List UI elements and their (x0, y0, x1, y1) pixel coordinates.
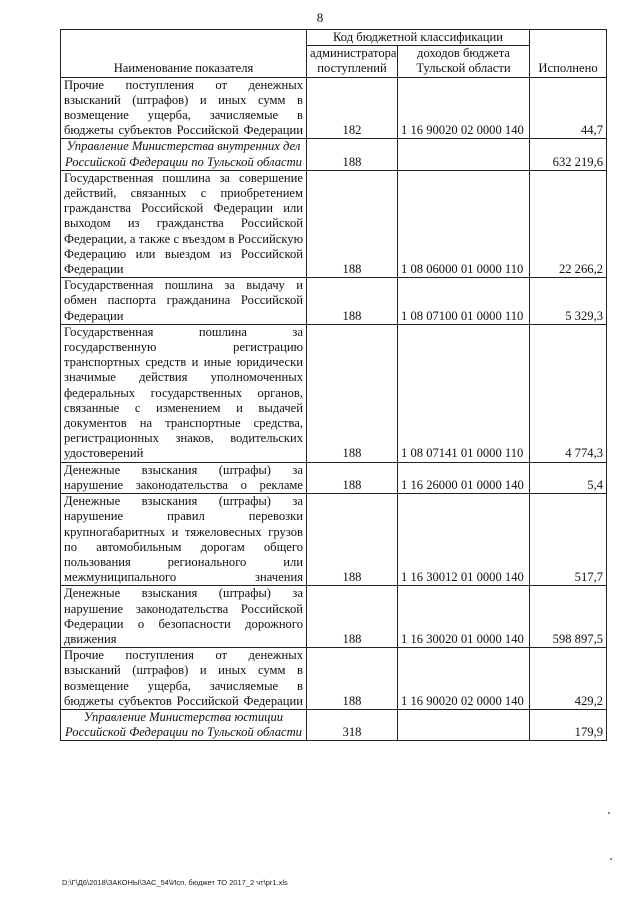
department-name: Управление Министерства юстиции Российской Федерации по Тульской области (61, 709, 307, 740)
scan-speck (608, 812, 610, 814)
indicator-name: Государственная пошлина за государственную регистрацию транспортных средств и иные юридически значимые действия уполномоченных федеральных государственных органов, связанные с изменением и выдачей документов на транспортные средства, регистрационных знаков, водительских удостоверений (61, 324, 307, 462)
executed-amount: 4 774,3 (530, 324, 607, 462)
admin-code: 188 (307, 278, 398, 325)
table-row (61, 648, 607, 710)
executed-amount: 179,9 (530, 709, 607, 740)
admin-code: 188 (307, 139, 398, 170)
indicator-name: Прочие поступления от денежных взысканий (штрафов) и иных сумм в возмещение ущерба, зачисляемые в бюджеты субъектов Российской Федерации (61, 77, 307, 139)
indicator-name: Денежные взыскания (штрафы) за нарушение законодательства Российской Федерации о безопасности дорожного движения (61, 586, 307, 648)
revenue-code: 1 16 90020 02 0000 140 (398, 648, 530, 710)
header-executed: Исполнено (530, 30, 607, 78)
revenue-code: 1 16 30012 01 0000 140 (398, 494, 530, 586)
table-row (61, 77, 607, 139)
table-row (61, 170, 607, 277)
indicator-name: Государственная пошлина за совершение действий, связанных с приобретением гражданства Российской Федерации или выходом из гражданства Российской Федерации, а также с въездом в Российскую Федерацию или выездом из Российской Федерации (61, 170, 307, 277)
revenue-code: 1 16 90020 02 0000 140 (398, 77, 530, 139)
admin-code: 182 (307, 77, 398, 139)
file-path-footer: D:\Г\Д6\2018\ЗАКОНЫ\ЗАС_54\Исп. бюджет ТО 2017_2 чт\pr1.xls (62, 878, 288, 887)
admin-code: 188 (307, 170, 398, 277)
admin-code: 188 (307, 586, 398, 648)
table-body (61, 77, 607, 741)
budget-table (60, 29, 607, 741)
header-code-group: Код бюджетной классификации (307, 30, 530, 46)
header-revenue: доходов бюджета Тульской области (398, 46, 530, 77)
revenue-code: 1 16 26000 01 0000 140 (398, 462, 530, 493)
table-row (61, 324, 607, 462)
executed-amount: 5 329,3 (530, 278, 607, 325)
executed-amount: 598 897,5 (530, 586, 607, 648)
revenue-code: 1 08 06000 01 0000 110 (398, 170, 530, 277)
admin-code: 188 (307, 324, 398, 462)
department-name: Управление Министерства внутренних дел Российской Федерации по Тульской области (61, 139, 307, 170)
admin-code: 188 (307, 648, 398, 710)
executed-amount: 5,4 (530, 462, 607, 493)
indicator-name: Прочие поступления от денежных взысканий (штрафов) и иных сумм в возмещение ущерба, зачисляемые в бюджеты субъектов Российской Федерации (61, 648, 307, 710)
indicator-name: Государственная пошлина за выдачу и обмен паспорта гражданина Российской Федерации (61, 278, 307, 325)
admin-code: 188 (307, 462, 398, 493)
executed-amount: 22 266,2 (530, 170, 607, 277)
executed-amount: 44,7 (530, 77, 607, 139)
revenue-code: 1 08 07100 01 0000 110 (398, 278, 530, 325)
table-row (61, 494, 607, 586)
department-row (61, 709, 607, 740)
executed-amount: 632 219,6 (530, 139, 607, 170)
department-row (61, 139, 607, 170)
indicator-name: Денежные взыскания (штрафы) за нарушение законодательства о рекламе (61, 462, 307, 493)
revenue-code (398, 139, 530, 170)
scan-speck (610, 858, 612, 860)
header-row-top (61, 30, 607, 46)
table-row (61, 586, 607, 648)
admin-code: 318 (307, 709, 398, 740)
revenue-code (398, 709, 530, 740)
table-row (61, 462, 607, 493)
executed-amount: 429,2 (530, 648, 607, 710)
table-row (61, 278, 607, 325)
revenue-code: 1 08 07141 01 0000 110 (398, 324, 530, 462)
admin-code: 188 (307, 494, 398, 586)
indicator-name: Денежные взыскания (штрафы) за нарушение правил перевозки крупногабаритных и тяжеловесных грузов по автомобильным дорогам общего пользования регионального или межмуниципального значения (61, 494, 307, 586)
header-admin: администратора поступлений (307, 46, 398, 77)
revenue-code: 1 16 30020 01 0000 140 (398, 586, 530, 648)
header-name: Наименование показателя (61, 30, 307, 78)
page-number: 8 (316, 10, 324, 25)
executed-amount: 517,7 (530, 494, 607, 586)
